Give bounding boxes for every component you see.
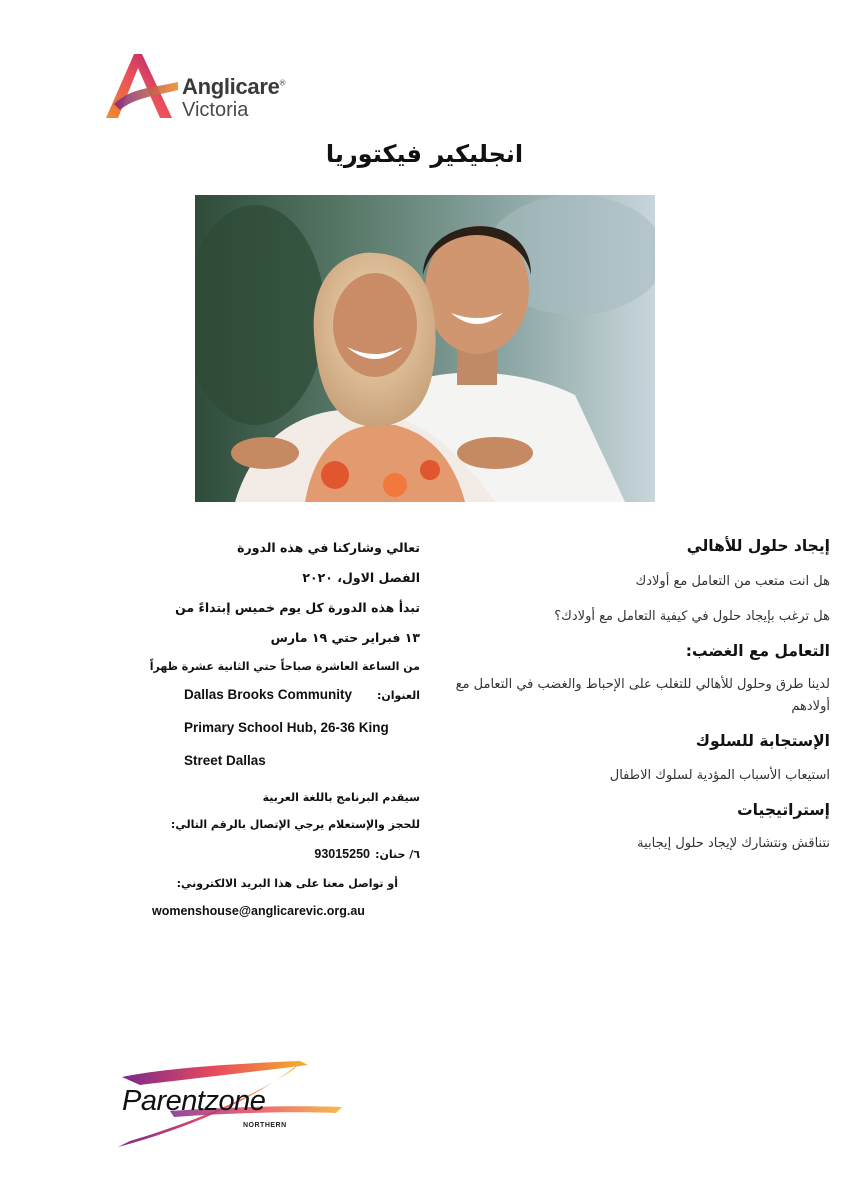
email-link[interactable]: womenshouse@anglicarevic.org.au xyxy=(152,904,365,918)
para-tired: هل انت متعب من التعامل مع أولادك xyxy=(635,574,830,589)
phone-line xyxy=(130,843,420,862)
phone-number[interactable]: 93015250 xyxy=(314,847,370,861)
email-note: أو تواصل معنا على هذا البريد الالكتروني: xyxy=(176,877,398,890)
couple-photo-icon xyxy=(195,195,655,502)
term-line: الفصل الاول، ٢٠٢٠ xyxy=(302,570,420,585)
address-block xyxy=(130,687,420,779)
dates-line: ١٣ فبراير حتي ١٩ مارس xyxy=(270,630,420,645)
address-line-3: Street Dallas xyxy=(184,753,266,768)
brand-name: Anglicare® xyxy=(182,74,286,99)
para-strategies: نتناقش ونتشارك لإيجاد حلول إيجابية xyxy=(637,836,830,851)
booking-note: للحجز والإستعلام يرجي الإتصال بالرقم التالي: xyxy=(170,818,420,831)
start-line: تبدأ هذه الدورة كل يوم خميس إبتداءً من xyxy=(175,600,420,615)
para-anger: لدينا طرق وحلول للأهالي للتغلب على الإحباط والغضب في التعامل مع أولادهم xyxy=(455,677,830,714)
page-title: انجليكير فيكتوريا xyxy=(325,140,524,168)
brand-sub: Victoria xyxy=(182,99,249,121)
address-line-2: Primary School Hub, 26-36 King xyxy=(184,720,389,735)
language-note: سيقدم البرنامج باللغة العربية xyxy=(262,791,420,804)
parentzone-logo xyxy=(110,1055,350,1155)
couple-photo xyxy=(195,195,655,502)
para-want-solutions: هل ترغب بإيجاد حلول في كيفية التعامل مع أولادك؟ xyxy=(554,609,830,624)
heading-behaviour: الإستجابة للسلوك xyxy=(695,732,830,750)
info-column-right xyxy=(448,535,830,855)
phone-label: ٦/ حنان: xyxy=(375,848,420,861)
address-label: العنوان: xyxy=(376,689,420,702)
time-line: من الساعة العاشرة صباحاً حتي الثانية عشرة ظهراً xyxy=(149,660,420,673)
heading-solutions: إيجاد حلول للأهالي xyxy=(686,537,830,555)
para-behaviour: استيعاب الأسباب المؤدية لسلوك الاطفال xyxy=(609,768,830,783)
anglicare-logo xyxy=(100,48,330,128)
address-line-1: Dallas Brooks Community xyxy=(184,687,353,702)
parentzone-sub: NORTHERN xyxy=(243,1122,287,1129)
info-column-left xyxy=(130,540,420,918)
heading-strategies: إستراتيجيات xyxy=(737,801,830,819)
heading-anger: التعامل مع الغضب: xyxy=(685,642,830,660)
parentzone-name: Parentzone xyxy=(122,1085,266,1117)
invite-line: تعالي وشاركنا في هذه الدورة xyxy=(237,540,420,555)
anglicare-a-mark-icon xyxy=(100,48,180,128)
